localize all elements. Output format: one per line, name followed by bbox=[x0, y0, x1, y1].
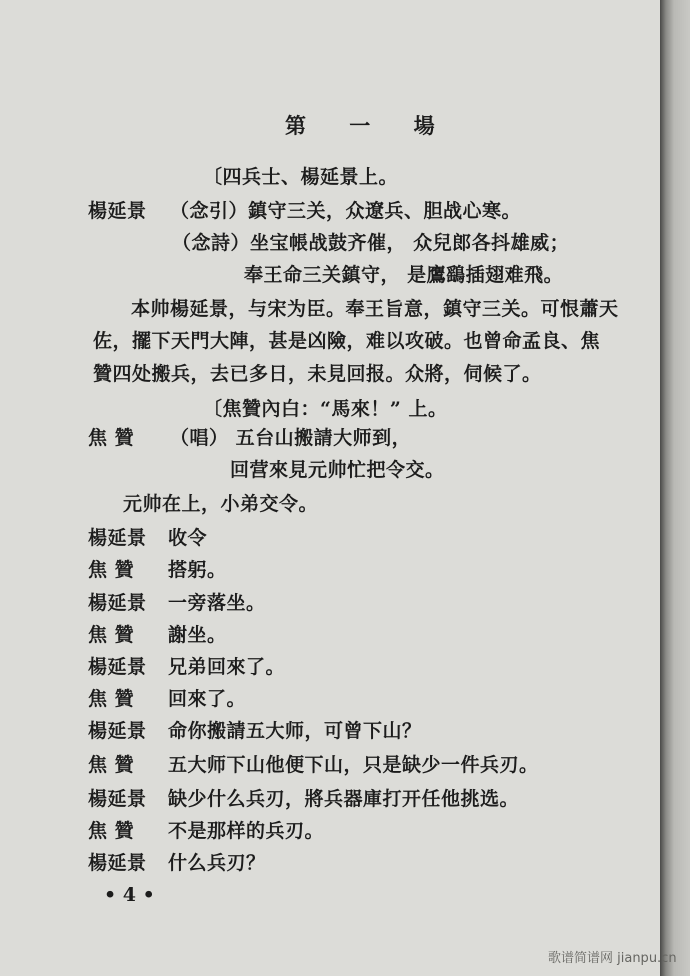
speaker-name: 焦 贊 bbox=[88, 820, 135, 842]
speech-text: 命你搬請五大师，可曾下山？ bbox=[168, 720, 422, 742]
monologue-line: 元帅在上，小弟交令。 bbox=[123, 493, 319, 515]
speech-text: 什么兵刃？ bbox=[168, 852, 266, 874]
stage-direction: 〔焦贊內白：“馬來！” 上。 bbox=[203, 398, 448, 420]
speaker-name: 楊延景 bbox=[88, 592, 147, 614]
speech-text: 五大师下山他便下山，只是缺少一件兵刃。 bbox=[168, 754, 539, 776]
speaker-name: 楊延景 bbox=[88, 527, 147, 549]
speaker-name: 楊延景 bbox=[88, 852, 147, 874]
speaker-name: 焦 贊 bbox=[88, 559, 135, 581]
speech-text: （唱） 五台山搬請大师到， bbox=[170, 427, 412, 449]
speaker-name: 焦 贊 bbox=[88, 688, 135, 710]
speaker-name: 焦 贊 bbox=[88, 427, 135, 449]
speaker-name: 楊延景 bbox=[88, 200, 147, 222]
speech-text: 收令 bbox=[168, 527, 208, 549]
monologue-line: 贊四处搬兵，去已多日，未見回报。众將，伺候了。 bbox=[93, 363, 542, 385]
verse-line: 回营來見元帅忙把令交。 bbox=[230, 459, 445, 481]
speech-text: 回來了。 bbox=[168, 688, 247, 710]
monologue-line: 佐，擺下天門大陣，甚是凶險，难以攻破。也曾命孟良、焦 bbox=[93, 330, 601, 352]
speech-text: 兄弟回來了。 bbox=[168, 656, 286, 678]
page-number: • 4 • bbox=[104, 884, 155, 906]
verse-line: 奉王命三关鎮守， 是鷹鷂插翅难飛。 bbox=[244, 264, 564, 286]
speaker-name: 楊延景 bbox=[88, 720, 147, 742]
book-spine bbox=[660, 0, 690, 976]
verse-line: （念詩）坐宝帳战鼓齐催， 众兒郎各抖雄威； bbox=[172, 232, 570, 254]
stage-direction: 〔四兵士、楊延景上。 bbox=[203, 166, 399, 188]
speaker-name: 焦 贊 bbox=[88, 754, 135, 776]
speaker-name: 楊延景 bbox=[88, 656, 147, 678]
speech-text: 謝坐。 bbox=[168, 624, 227, 646]
speech-text: 缺少什么兵刃，將兵器庫打开任他挑选。 bbox=[168, 788, 520, 810]
speaker-name: 焦 贊 bbox=[88, 624, 135, 646]
speaker-name: 楊延景 bbox=[88, 788, 147, 810]
watermark: 歌谱简谱网 jianpu.cn bbox=[548, 951, 677, 966]
speech-text: 搭躬。 bbox=[168, 559, 227, 581]
scene-title: 第 一 場 bbox=[285, 113, 453, 138]
speech-text: （念引）鎮守三关，众遼兵、胆战心寒。 bbox=[170, 200, 522, 222]
speech-text: 不是那样的兵刃。 bbox=[168, 820, 325, 842]
monologue-line: 本帅楊延景，与宋为臣。奉王旨意，鎮守三关。可恨蕭天 bbox=[131, 298, 619, 320]
speech-text: 一旁落坐。 bbox=[168, 592, 266, 614]
